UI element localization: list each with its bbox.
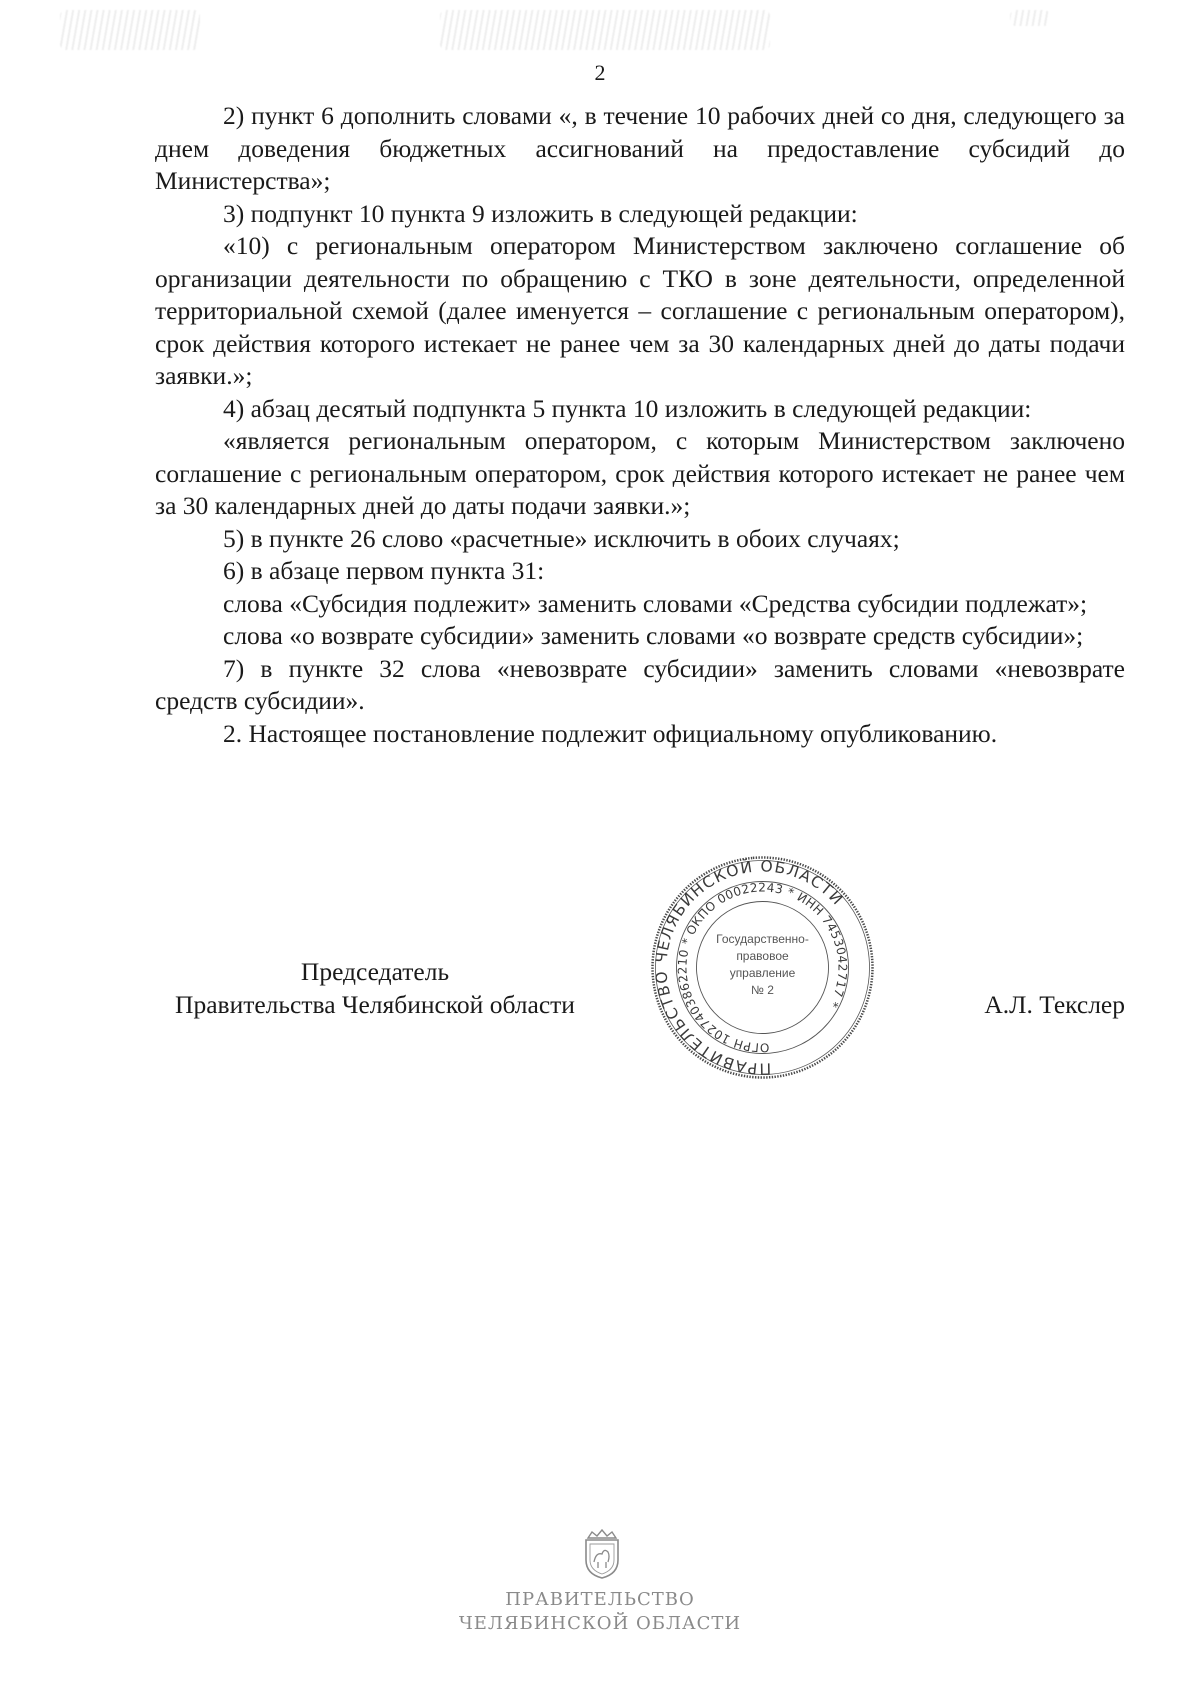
signatory-title [155, 955, 595, 1021]
signatory-title-line2: Правительства Челябинской области [175, 990, 575, 1019]
page-number: 2 [594, 60, 606, 85]
paragraph-2: 3) подпункт 10 пункта 9 изложить в следующей редакции: [223, 198, 858, 228]
seal-center-line2: правовое [736, 949, 789, 963]
footer-org-line1: ПРАВИТЕЛЬСТВО [505, 1589, 695, 1610]
paragraph-10: 7) в пункте 32 слова «невозврате субсидии» заменить словами «невозврате средств субсидии». [155, 653, 1125, 715]
signatory-title-line1: Председатель [300, 957, 450, 986]
footer-organization [0, 1588, 1200, 1636]
official-seal [650, 855, 875, 1080]
paragraph-11: 2. Настоящее постановление подлежит официальному опубликованию. [223, 718, 998, 748]
scan-artifact-right [1010, 10, 1050, 26]
paragraph-9: слова «о возврате субсидии» заменить словами «о возврате средств субсидии»; [223, 621, 1084, 650]
scan-artifact-center [440, 10, 770, 50]
signature-block [155, 955, 1125, 1035]
coat-of-arms-icon [580, 1528, 624, 1580]
paragraph-1: 2) пункт 6 дополнить словами «, в течение 10 рабочих дней со дня, следующего за днем доведения бюджетных ассигнований на предоставление субсидий до Министерства»; [155, 101, 1125, 195]
paragraph-5: «является региональным оператором, с которым Министерством заключено соглашение с региональным оператором, срок действия которого истекает не ранее чем за 30 календарных дней до даты подачи заявки.»; [155, 426, 1125, 520]
seal-inner-text: ОГРН 1027403862210 * ОКПО 00022243 * ИНН 7453042717 * [675, 880, 850, 1055]
seal-outer-text: ПРАВИТЕЛЬСТВО ЧЕЛЯБИНСКОЙ ОБЛАСТИ [652, 857, 848, 1078]
seal-center-line1: Государственно- [716, 932, 809, 946]
paragraph-7: 6) в абзаце первом пункта 31: [223, 556, 545, 585]
scan-artifact-left [60, 10, 200, 50]
seal-center-line3: управление [729, 966, 796, 980]
paragraph-3: «10) с региональным оператором Министерством заключено соглашение об организации деятельности по обращению с ТКО в зоне деятельности, определенной территориальной схемой (далее именуется – соглашение с региональным оператором), срок действия которого истекает не ранее чем за 30 календарных дней до даты подачи заявки.»; [155, 231, 1125, 390]
paragraph-4: 4) абзац десятый подпункта 5 пункта 10 изложить в следующей редакции: [223, 393, 1032, 423]
document-body [155, 100, 1125, 750]
footer-org-line2: ЧЕЛЯБИНСКОЙ ОБЛАСТИ [458, 1613, 742, 1634]
signatory-name: А.Л. Текслер [984, 990, 1125, 1019]
paragraph-8: слова «Субсидия подлежит» заменить словами «Средства субсидии подлежат»; [223, 588, 1088, 618]
paragraph-6: 5) в пункте 26 слово «расчетные» исключить в обоих случаях; [223, 523, 900, 553]
seal-center-line4: № 2 [751, 983, 774, 997]
